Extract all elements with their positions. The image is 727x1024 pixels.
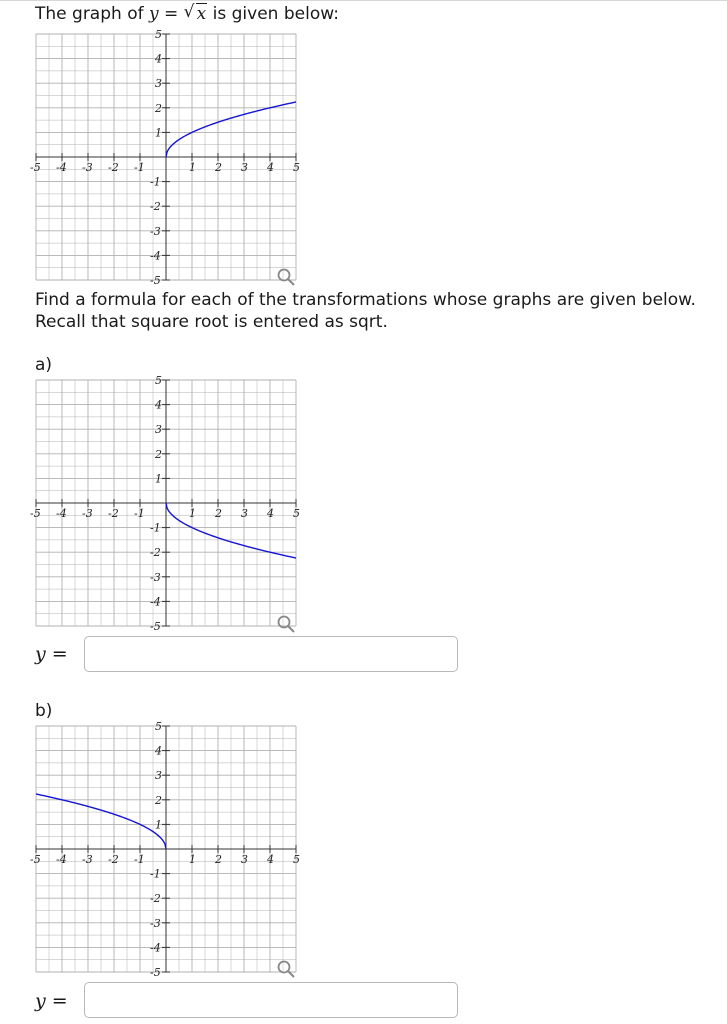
y-tick-label: -1	[150, 175, 161, 189]
instructions-line1: Find a formula for each of the transformations whose graphs are given below.	[35, 290, 696, 310]
x-tick-label: -1	[134, 161, 145, 174]
part-a-label: a)	[35, 355, 53, 375]
y-tick-label: 4	[155, 52, 162, 66]
answer-eq-b: =	[51, 990, 68, 1012]
y-tick-label: -1	[150, 867, 161, 881]
y-tick-label: 2	[155, 447, 162, 461]
x-tick-label: 5	[293, 853, 300, 866]
y-tick-label: 1	[155, 126, 162, 140]
y-tick-label: -5	[150, 274, 161, 287]
y-tick-label: -3	[150, 570, 161, 584]
x-tick-label: -4	[56, 507, 67, 520]
intro-prefix: The graph of	[35, 4, 149, 24]
x-tick-label: 1	[189, 161, 196, 174]
y-tick-label: -5	[150, 966, 161, 979]
x-tick-label: -1	[134, 507, 145, 520]
answer-label-b	[35, 990, 68, 1012]
instructions-line2: Recall that square root is entered as sqrt.	[35, 312, 388, 332]
answer-input-a[interactable]	[84, 636, 458, 672]
x-tick-label: 4	[267, 507, 274, 520]
x-tick-label: 3	[241, 161, 248, 174]
intro-y-var: y	[148, 4, 159, 24]
y-tick-label: 3	[155, 423, 162, 437]
y-tick-label: -3	[150, 224, 161, 238]
graph-part-a	[30, 374, 300, 633]
y-tick-label: 5	[155, 28, 162, 41]
x-tick-label: -3	[82, 507, 93, 520]
y-tick-label: 5	[155, 720, 162, 733]
y-tick-label: 4	[155, 398, 162, 412]
x-tick-label: -2	[108, 161, 119, 174]
answer-var-a: y	[35, 643, 46, 665]
y-tick-label: -2	[150, 200, 161, 214]
y-tick-label: 3	[155, 769, 162, 783]
y-tick-label: -1	[150, 521, 161, 535]
x-tick-label: 2	[215, 853, 222, 866]
x-tick-label: 3	[241, 853, 248, 866]
x-tick-label: -5	[30, 507, 41, 520]
y-tick-label: -2	[150, 892, 161, 906]
x-tick-label: 4	[267, 853, 274, 866]
answer-var-b: y	[35, 990, 46, 1012]
y-tick-label: 1	[155, 472, 162, 486]
magnifier-icon[interactable]	[276, 959, 296, 979]
graph-sqrt-x	[30, 28, 300, 287]
x-tick-label: 1	[189, 853, 196, 866]
y-tick-label: 2	[155, 101, 162, 115]
y-tick-label: -4	[150, 941, 161, 955]
x-tick-label: 3	[241, 507, 248, 520]
y-tick-label: -4	[150, 249, 161, 263]
sqrt-expression: √ x	[183, 2, 207, 24]
part-b-label: b)	[35, 701, 53, 721]
answer-label-a	[35, 643, 68, 665]
intro-equals: =	[164, 4, 179, 24]
y-tick-label: 3	[155, 77, 162, 91]
intro-text	[35, 3, 339, 25]
y-tick-label: 2	[155, 793, 162, 807]
x-tick-label: -3	[82, 161, 93, 174]
x-tick-label: -2	[108, 853, 119, 866]
x-tick-label: -1	[134, 853, 145, 866]
y-tick-label: 5	[155, 374, 162, 387]
y-tick-label: 1	[155, 818, 162, 832]
graph-part-b	[30, 720, 300, 979]
y-tick-label: -4	[150, 595, 161, 609]
sqrt-radicand: x	[196, 4, 207, 24]
x-tick-label: 5	[293, 161, 300, 174]
x-tick-label: -2	[108, 507, 119, 520]
y-tick-label: -2	[150, 546, 161, 560]
magnifier-icon[interactable]	[276, 614, 296, 634]
top-divider	[0, 0, 727, 1]
x-tick-label: -4	[56, 853, 67, 866]
x-tick-label: 5	[293, 507, 300, 520]
answer-input-b[interactable]	[84, 982, 458, 1018]
x-tick-label: 2	[215, 507, 222, 520]
y-tick-label: 4	[155, 744, 162, 758]
x-tick-label: -4	[56, 161, 67, 174]
x-tick-label: -5	[30, 161, 41, 174]
x-tick-label: -3	[82, 853, 93, 866]
intro-suffix: is given below:	[207, 4, 339, 24]
x-tick-label: 4	[267, 161, 274, 174]
x-tick-label: 1	[189, 507, 196, 520]
x-tick-label: 2	[215, 161, 222, 174]
magnifier-icon[interactable]	[276, 267, 296, 287]
answer-eq-a: =	[51, 643, 68, 665]
y-tick-label: -5	[150, 620, 161, 633]
y-tick-label: -3	[150, 916, 161, 930]
x-tick-label: -5	[30, 853, 41, 866]
